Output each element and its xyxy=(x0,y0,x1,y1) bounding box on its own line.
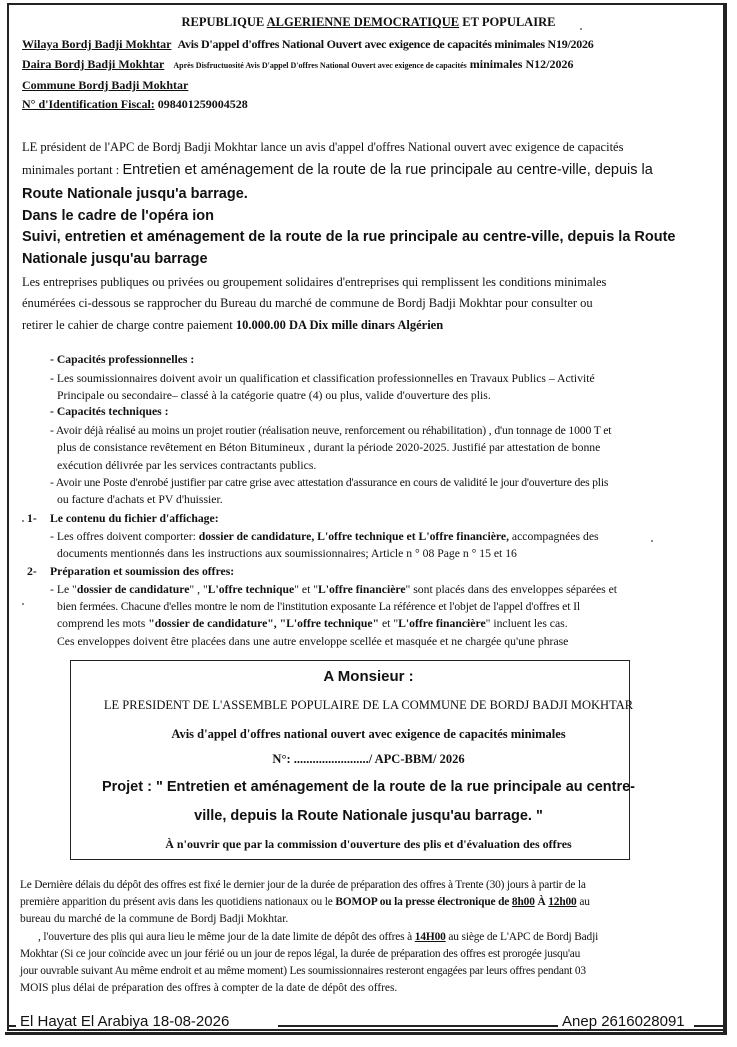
section-1-number: 1- xyxy=(27,512,37,525)
cap-tech-4: - Avoir une Poste d'enrobé justifier par catre grise avec attestation d'assurance en cours de validité le jour d'ouverture des plis xyxy=(50,476,609,489)
scan-speck xyxy=(580,28,582,30)
price: 10.000.00 DA Dix mille dinars Algérien xyxy=(235,318,444,332)
operation-line-2: Nationale jusqu'au barrage xyxy=(22,251,208,267)
box-notice: Avis d'appel d'offres national ouvert avec exigence de capacités minimales xyxy=(171,727,566,741)
daira-end: minimales N12/2026 xyxy=(469,57,574,71)
cap-tech-5: ou facture d'achats et PV d'huissier. xyxy=(57,493,223,506)
cap-tech-2: plus de consistance revêtement en Béton Bitumineux , durant la période 2020-2025. Justifié par attestation de bonne xyxy=(57,441,601,454)
bottom-rule xyxy=(5,1032,727,1035)
document-title: REPUBLIQUE ALGERIENNE DEMOCRATIQUE ET POPULAIRE xyxy=(181,15,556,29)
section-1-line-1: - Les offres doivent comporter: dossier de candidature, L'offre technique et L'offre financière, accompagnées des xyxy=(50,530,599,543)
page-frame-shadow xyxy=(723,3,727,1033)
cap-pro-title: - Capacités professionnelles : xyxy=(50,353,195,366)
footer-rule-middle xyxy=(278,1025,558,1027)
scan-speck xyxy=(22,520,24,522)
closing-p1-line-2: première apparition du présent avis dans les quotidiens nationaux ou le BOMOP ou la presse électronique de 8h00 À 12h00 au xyxy=(20,896,590,908)
intro-line-2: minimales portant : Entretien et aménagement de la route de la rue principale au centre-ville, depuis la xyxy=(22,162,653,178)
section-2-line-3: comprend les mots "dossier de candidature", "L'offre technique" et "L'offre financière" incluent les cas. xyxy=(57,617,568,630)
section-1-line-2: documents mentionnés dans les instructions aux soumissionnaires; Article n ° 08 Page n ° 15 et 16 xyxy=(57,547,517,560)
box-recipient: LE PRESIDENT DE L'ASSEMBLE POPULAIRE DE LA COMMUNE DE BORDJ BADJI MOKHTAR xyxy=(103,698,634,712)
daira-small-text: Après Disfructuosité Avis D'appel D'offres National Ouvert avec exigence de capacités xyxy=(173,61,467,70)
nif-line xyxy=(22,97,248,112)
section-2-title: Préparation et soumission des offres: xyxy=(50,565,235,578)
cap-pro-2: Principale ou secondaire– classé à la catégorie quatre (4) ou plus, valide d'ouverture des plis. xyxy=(57,389,491,402)
wilaya-line xyxy=(22,37,594,52)
operation-line-1: Suivi, entretien et aménagement de la route de la rue principale au centre-ville, depuis la Route xyxy=(22,229,676,245)
operation-label: Dans le cadre de l'opéra ion xyxy=(22,208,215,224)
closing-p2-line-4: MOIS plus délai de préparation des offres à compter de la date de dépôt des offres. xyxy=(20,982,398,994)
section-2-line-2: bien fermées. Chacune d'elles montre le nom de l'institution exposante La référence et l'objet de l'appel d'offres et Il xyxy=(57,600,580,613)
daira-label: Daira Bordj Badji Mokhtar xyxy=(22,57,165,71)
scan-speck xyxy=(651,540,653,542)
intro-line-3: Route Nationale jusqu'a barrage. xyxy=(22,186,248,202)
scan-speck xyxy=(22,603,24,605)
closing-p1-line-3: bureau du marché de la commune de Bordj Badji Mokhtar. xyxy=(20,913,289,925)
closing-p2-line-2: Mokhtar (Si ce jour coïncide avec un jour férié ou un jour de repos légal, la durée de préparation des offres est prorogée jusqu'au xyxy=(20,948,581,960)
closing-p1-line-1: Le Dernière délais du dépôt des offres est fixé le dernier jour de la durée de préparation des offres à Trente (30) jours à partir de la xyxy=(20,879,586,891)
box-warning: À n'ouvrir que par la commission d'ouverture des plis et d'évaluation des offres xyxy=(165,837,572,851)
footer-rule-left xyxy=(8,1025,16,1027)
box-reference: N°: ......................../ APC-BBM/ 2026 xyxy=(272,752,465,766)
intro-line-7: Les entreprises publiques ou privées ou groupement solidaires d'entreprises qui remplissent les conditions minimales xyxy=(22,275,607,289)
section-2-line-4: Ces enveloppes doivent être placées dans une autre enveloppe scellée et masquée et ne chargée qu'une phrase xyxy=(57,635,569,648)
wilaya-text: Avis D'appel d'offres National Ouvert avec exigence de capacités minimales N19/2026 xyxy=(177,37,594,51)
box-project-2: ville, depuis la Route Nationale jusqu'au barrage. " xyxy=(194,808,543,824)
section-1-title: Le contenu du fichier d'affichage: xyxy=(50,512,219,525)
intro-line-8: énumérées ci-dessous se rapprocher du Bureau du marché de commune de Bordj Badji Mokhtar pour consulter ou xyxy=(22,296,593,310)
cap-tech-title: - Capacités techniques : xyxy=(50,405,169,418)
footer-anep-reference: Anep 2616028091 xyxy=(562,1013,685,1030)
closing-p2-line-3: jour ouvrable suivant Au même endroit et au même moment) Les soumissionnaires resteront engagées par leurs offres pendant 03 xyxy=(20,965,586,977)
box-title: A Monsieur : xyxy=(323,668,414,685)
section-2-number: 2- xyxy=(27,565,37,578)
intro-line-9: retirer le cahier de charge contre paiement 10.000.00 DA Dix mille dinars Algérien xyxy=(22,318,444,332)
cap-tech-1: - Avoir déjà réalisé au moins un projet routier (réalisation neuve, renforcement ou réhabilitation) , d'un tonnage de 1000 T et xyxy=(50,424,612,437)
daira-line xyxy=(22,57,573,72)
cap-tech-3: exécution délivrée par les services contractants publics. xyxy=(57,459,317,472)
footer-rule-right xyxy=(694,1025,724,1027)
footer-newspaper: El Hayat El Arabiya 18-08-2026 xyxy=(20,1013,230,1030)
nif-value: 098401259004528 xyxy=(157,97,248,111)
commune-label: Commune Bordj Badji Mokhtar xyxy=(22,78,189,92)
intro-line-1: LE président de l'APC de Bordj Badji Mokhtar lance un avis d'appel d'offres National ouvert avec exigence de capacités xyxy=(22,140,624,154)
nif-label: N° d'Identification Fiscal: xyxy=(22,97,155,111)
box-project-1: Projet : " Entretien et aménagement de la route de la rue principale au centre- xyxy=(101,779,636,795)
closing-p2-line-1: , l'ouverture des plis qui aura lieu le même jour de la date limite de dépôt des offres à 14H00 au siège de L'APC de Bordj Badji xyxy=(38,931,599,943)
section-2-line-1: - Le "dossier de candidature" , "L'offre technique" et "L'offre financière" sont placés dans des enveloppes séparées et xyxy=(50,583,618,596)
cap-pro-1: - Les soumissionnaires doivent avoir un qualification et classification professionnelles en Travaux Publics – Activité xyxy=(50,372,595,385)
wilaya-label: Wilaya Bordj Badji Mokhtar xyxy=(22,37,172,51)
